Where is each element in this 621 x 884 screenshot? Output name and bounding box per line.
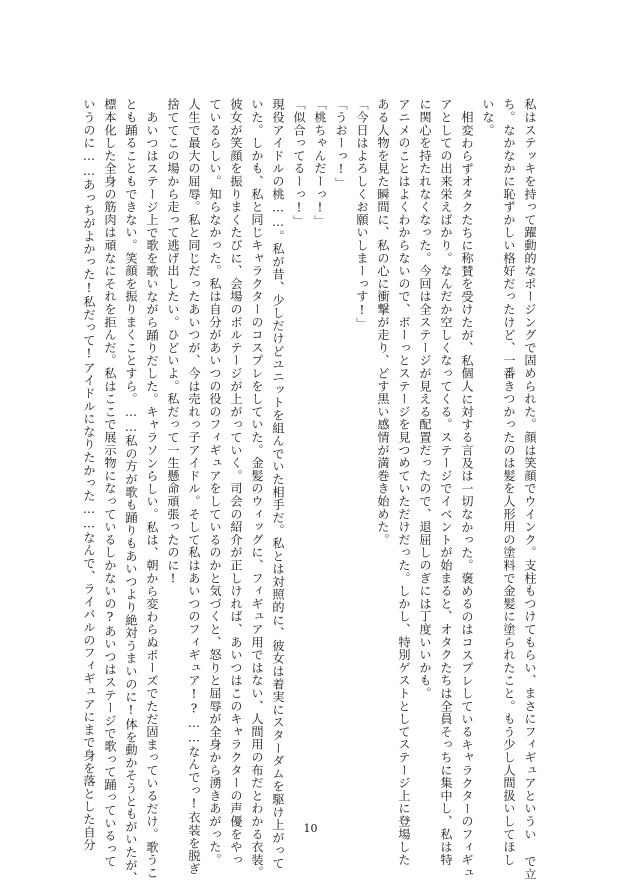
text-line: アニメのことはよくわからないので、ボーっとステージを見つめていただけだった。しかし、特別ゲストとしてステージ上に登場した — [397, 98, 411, 866]
dialogue-line: 「似合ってるーっ!」 — [292, 98, 306, 228]
text-line: 彼女が笑顔を振りまくたびに、会場のボルテージが上がっていく。司会の紹介が正しければ、あいつはこのキャラクターの声優をやっ — [229, 98, 243, 866]
page-number: 10 — [303, 822, 318, 835]
text-line: いた。しかも、私と同じキャラクターのコスプレをしていた。金髪のウィッグに、フィギュア用ではない、人間用の布だとわかる衣装。 — [250, 98, 264, 879]
text-line: いな。 — [481, 98, 495, 137]
text-line: に関心を持たれなくなった。今回は全ステージが見える配置だったので、退屈しのぎには丁度いいかも。 — [418, 98, 432, 700]
dialogue-line: 「桃ちゃんだーっ!」 — [313, 98, 327, 228]
dialogue-line: 「うおーっ!」 — [334, 98, 348, 190]
dialogue-line: 「今日はよろしくお願いしまーっす!」 — [355, 98, 369, 331]
text-line: 標本化した全身の筋肉は頑なにそれを拒んだ。私はここで展示物になっているしかないの?あいつはステージで歌って踊っているって — [103, 98, 117, 868]
text-line: とも踊ることもできない。笑顔を振りまくことすら。……私の方が歌も踊りもあいつより絶対うまいのに!体を動かそうともがいたが、 — [124, 98, 138, 884]
text-line: ち。なかなかに恥ずかしい格好だったけど、一番きつかったのは髪を人形用の塗料で金髪に塗られたこと。もう少し人間扱いしてほし — [502, 98, 516, 866]
text-line: アとしての出来栄えばかり。なんだか空しくなってくる。ステージでイベントが始まると、オタクたちは全員そっちに集中し、私は特 — [439, 98, 453, 866]
text-line: ているらしい。知らなかった。私は自分があいつの役のフィギュアをしているのかと気づくと、怒りと屈辱が全身から湧きあがった。 — [208, 98, 222, 866]
text-line: ある人物を見た瞬間に、私の心に衝撃が走り、どす黒い感情が満巻き始めた。 — [376, 98, 390, 546]
text-line: 私はステッキを持って躍動的なポージングで固められた。顔は笑顔でウインク。支柱もつけてもらい、まさにフィギュアというい で立 — [523, 98, 537, 881]
text-line: 人生で最大の屈辱。私と同じだったあいつが、今は売れっ子アイドル。そして私はあいつのフィギュア!?……なんでっ!衣装を脱ぎ — [187, 98, 201, 875]
text-line: 現役アイドルの桃……。私が昔、少しだけどユニットを組んでいた相手だ。私とは対照的に、彼女は着実にスターダムを駆け上がって — [271, 98, 285, 870]
text-line: 相変わらずオタクたちに称賛を受けたが、私個人に対する言及は一切なかった。褒めるのはコスプレしているキャラクターのフィギュ — [460, 111, 474, 879]
text-line: 捨ててこの場から走って逃げ出したい。ひどいよ。私だって一生懸命頑張ったのに! — [166, 98, 180, 587]
text-line: あいつはステージ上で歌を歌いながら踊りだした。キャラソンらしい。私は、朝から変わらぬポーズでただ固まっているだけ。歌うこ — [145, 111, 159, 879]
text-line: いうのに……あっちがよかった!私だって!アイドルになりたかった……なんで、ライバルのフィギュアにまで身を落とした自分 — [82, 98, 96, 852]
